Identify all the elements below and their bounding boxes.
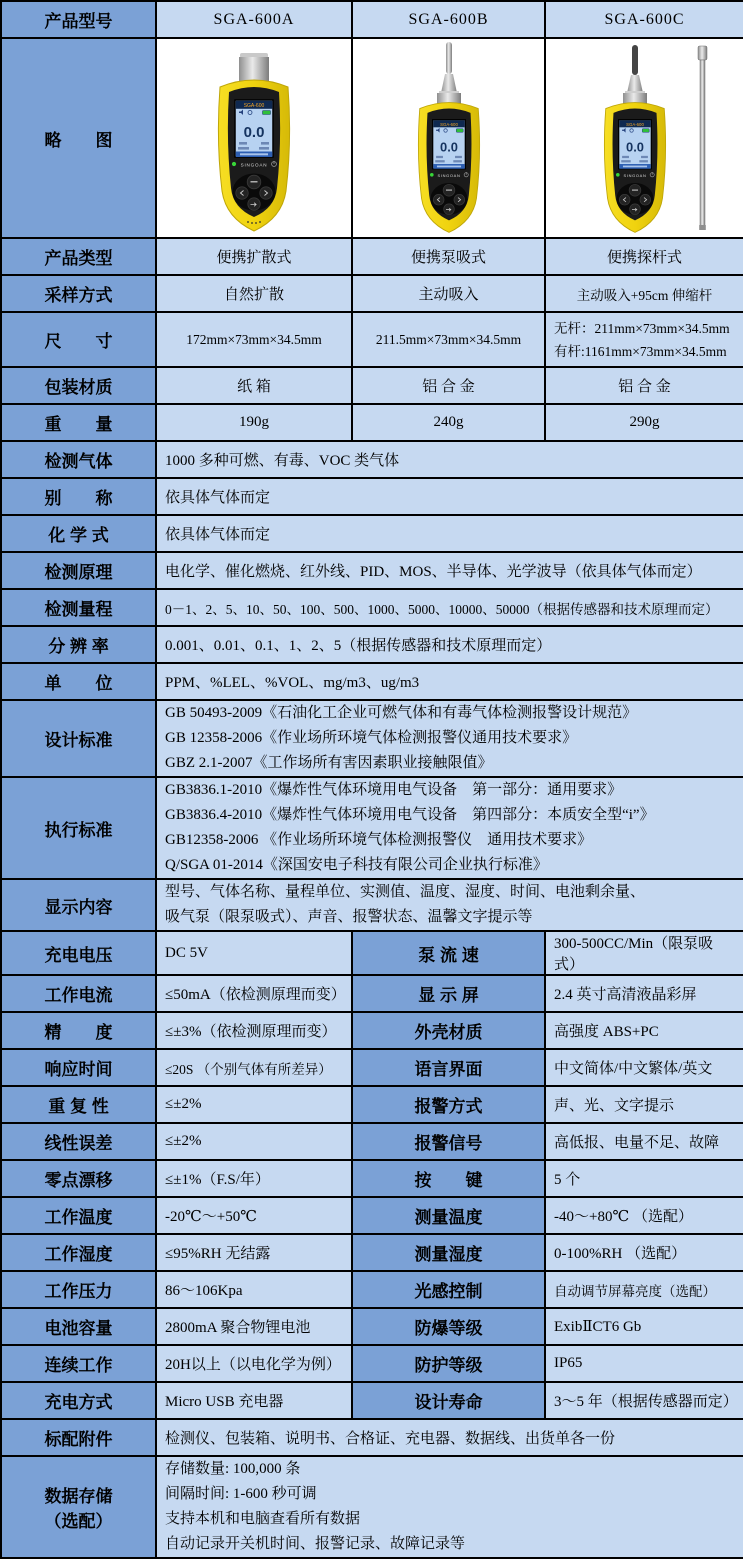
data-storage-value: 存储数量: 100,000 条 间隔时间: 1-600 秒可调 支持本机和电脑查看所有数据 自动记录开关机时间、报警记录、故障记录等	[156, 1456, 743, 1558]
label-response-time: 响应时间	[1, 1049, 156, 1086]
image-cell-sga-600a	[156, 38, 352, 238]
label-unit: 单 位	[1, 663, 156, 700]
row-working-temp	[1, 1197, 743, 1234]
label-product-type: 产品类型	[1, 238, 156, 275]
label-buttons: 按 键	[352, 1160, 545, 1197]
linearity-error-value: ≤±2%	[156, 1123, 352, 1160]
label-charge-mode: 充电方式	[1, 1382, 156, 1419]
label-working-temp: 工作温度	[1, 1197, 156, 1234]
sampling-sga-600a: 自然扩散	[156, 275, 352, 312]
label-packaging: 包装材质	[1, 367, 156, 404]
unit-value: PPM、%LEL、%VOL、mg/m3、ug/m3	[156, 663, 743, 700]
zero-drift-value: ≤±1%（F.S/年）	[156, 1160, 352, 1197]
pump-probe	[623, 45, 647, 109]
alarm-signal-value: 高低报、电量不足、故障	[545, 1123, 743, 1160]
row-working-current	[1, 975, 743, 1012]
device-photo-probe-rod-icon	[570, 41, 720, 235]
packaging-sga-600a: 纸 箱	[156, 367, 352, 404]
row-continuous-work	[1, 1345, 743, 1382]
device-screen	[618, 120, 651, 169]
weight-sga-600a: 190g	[156, 404, 352, 441]
svg-text:SGA-600: SGA-600	[439, 121, 458, 127]
device-photo-diffusion-icon	[179, 41, 329, 235]
row-sampling	[1, 275, 743, 312]
row-range	[1, 589, 743, 626]
row-battery	[1, 1308, 743, 1345]
label-alarm-mode: 报警方式	[352, 1086, 545, 1123]
button-cluster	[430, 183, 467, 215]
formula-value: 依具体气体而定	[156, 515, 743, 552]
label-accuracy: 精 度	[1, 1012, 156, 1049]
button-cluster	[233, 174, 276, 211]
device-screen	[235, 100, 273, 157]
working-current-value: ≤50mA（依检测原理而变）	[156, 975, 352, 1012]
range-value: 0－1、2、5、10、50、100、500、1000、5000、10000、50000（根据传感器和技术原理而定）	[156, 589, 743, 626]
row-formula	[1, 515, 743, 552]
principle-value: 电化学、催化燃烧、红外线、PID、MOS、半导体、光学波导（依具体气体而定）	[156, 552, 743, 589]
display-screen-value: 2.4 英寸高清液晶彩屏	[545, 975, 743, 1012]
sensor-cap	[239, 53, 269, 84]
row-size	[1, 312, 743, 367]
row-linearity-error	[1, 1123, 743, 1160]
model-sga-600c: SGA-600C	[545, 1, 743, 38]
row-display-content	[1, 879, 743, 931]
alarm-mode-value: 声、光、文字提示	[545, 1086, 743, 1123]
label-resolution: 分 辨 率	[1, 626, 156, 663]
label-light-control: 光感控制	[352, 1271, 545, 1308]
model-sga-600a: SGA-600A	[156, 1, 352, 38]
weight-sga-600b: 240g	[352, 404, 545, 441]
row-product-type	[1, 238, 743, 275]
battery-icon	[456, 129, 463, 132]
light-control-value: 自动调节屏幕亮度（选配）	[545, 1271, 743, 1308]
row-zero-drift	[1, 1160, 743, 1197]
label-alarm-signal: 报警信号	[352, 1123, 545, 1160]
row-accuracy	[1, 1012, 743, 1049]
label-exec-standard: 执行标准	[1, 777, 156, 879]
buttons-value: 5 个	[545, 1160, 743, 1197]
sampling-sga-600b: 主动吸入	[352, 275, 545, 312]
label-explosion-proof: 防爆等级	[352, 1308, 545, 1345]
label-working-current: 工作电流	[1, 975, 156, 1012]
row-working-pressure	[1, 1271, 743, 1308]
design-life-value: 3～5 年（根据传感器而定）	[545, 1382, 743, 1419]
row-charge-mode	[1, 1382, 743, 1419]
gas-reading: 0.0	[625, 139, 644, 155]
size-sga-600b: 211.5mm×73mm×34.5mm	[352, 312, 545, 367]
row-unit	[1, 663, 743, 700]
label-working-humidity: 工作湿度	[1, 1234, 156, 1271]
brand-text: SINGOAN	[623, 172, 646, 178]
display-content-value: 型号、气体名称、量程单位、实测值、温度、湿度、时间、电池剩余量、 吸气泵（限泵吸式）、声音、报警状态、温馨文字提示等	[156, 879, 743, 931]
shell-material-value: 高强度 ABS+PC	[545, 1012, 743, 1049]
label-protection-grade: 防护等级	[352, 1345, 545, 1382]
device-body	[604, 103, 665, 233]
gas-value: 1000 多种可燃、有毒、VOC 类气体	[156, 441, 743, 478]
label-measure-humidity: 测量湿度	[352, 1234, 545, 1271]
continuous-work-value: 20H以上（以电化学为例）	[156, 1345, 352, 1382]
working-temp-value: -20℃～+50℃	[156, 1197, 352, 1234]
status-led	[429, 173, 433, 177]
model-sga-600b: SGA-600B	[352, 1, 545, 38]
button-cluster	[616, 183, 653, 215]
label-data-storage: 数据存储 （选配）	[1, 1456, 156, 1558]
response-time-value: ≤20S （个别气体有所差异）	[156, 1049, 352, 1086]
row-design-standard	[1, 700, 743, 777]
gas-reading: 0.0	[439, 139, 458, 155]
status-led	[615, 173, 619, 177]
status-led	[232, 162, 236, 166]
device-screen	[432, 120, 465, 169]
size-sga-600c: 无杆：211mm×73mm×34.5mm 有杆:1161mm×73mm×34.5mm	[545, 312, 743, 367]
exec-standard-value: GB3836.1-2010《爆炸性气体环境用电气设备 第一部分：通用要求》 GB3836.4-2010《爆炸性气体环境用电气设备 第四部分：本质安全型“i”》 GB12358-2006 《作业场所环境气体检测报警仪 通用技术要求》 Q/SGA 01-2014《深国安电子科技有限公司企业执行标准》	[156, 777, 743, 879]
row-response-time	[1, 1049, 743, 1086]
label-sketch: 略 图	[1, 38, 156, 238]
label-weight: 重 量	[1, 404, 156, 441]
label-measure-temp: 测量温度	[352, 1197, 545, 1234]
device-body	[218, 80, 289, 231]
row-accessories	[1, 1419, 743, 1456]
accuracy-value: ≤±3%（依检测原理而变）	[156, 1012, 352, 1049]
battery-icon	[263, 111, 271, 115]
alias-value: 依具体气体而定	[156, 478, 743, 515]
sampling-sga-600c: 主动吸入+95cm 伸缩杆	[545, 275, 743, 312]
repeatability-value: ≤±2%	[156, 1086, 352, 1123]
label-working-pressure: 工作压力	[1, 1271, 156, 1308]
label-display-content: 显示内容	[1, 879, 156, 931]
telescopic-rod-icon	[698, 46, 707, 230]
battery-icon	[642, 129, 649, 132]
label-formula: 化 学 式	[1, 515, 156, 552]
label-pump-flow: 泵 流 速	[352, 931, 545, 975]
battery-value: 2800mA 聚合物锂电池	[156, 1308, 352, 1345]
row-resolution	[1, 626, 743, 663]
working-humidity-value: ≤95%RH 无结露	[156, 1234, 352, 1271]
type-sga-600c: 便携探杆式	[545, 238, 743, 275]
label-principle: 检测原理	[1, 552, 156, 589]
label-display-screen: 显 示 屏	[352, 975, 545, 1012]
row-exec-standard	[1, 777, 743, 879]
row-repeatability	[1, 1086, 743, 1123]
row-packaging	[1, 367, 743, 404]
accessories-value: 检测仪、包装箱、说明书、合格证、充电器、数据线、出货单各一份	[156, 1419, 743, 1456]
charge-voltage-value: DC 5V	[156, 931, 352, 975]
explosion-proof-value: ExibⅡCT6 Gb	[545, 1308, 743, 1345]
label-sampling: 采样方式	[1, 275, 156, 312]
row-gas	[1, 441, 743, 478]
measure-humidity-value: 0-100%RH （选配）	[545, 1234, 743, 1271]
design-standard-value: GB 50493-2009《石油化工企业可燃气体和有毒气体检测报警设计规范》 GB 12358-2006《作业场所环境气体检测报警仪通用技术要求》 GBZ 2.1-2007《工作场所有害因素职业接触限值》	[156, 700, 743, 777]
charge-mode-value: Micro USB 充电器	[156, 1382, 352, 1419]
brand-text: SINGOAN	[240, 162, 268, 168]
label-range: 检测量程	[1, 589, 156, 626]
measure-temp-value: -40～+80℃ （选配）	[545, 1197, 743, 1234]
size-sga-600a: 172mm×73mm×34.5mm	[156, 312, 352, 367]
label-shell-material: 外壳材质	[352, 1012, 545, 1049]
label-continuous-work: 连续工作	[1, 1345, 156, 1382]
label-design-life: 设计寿命	[352, 1382, 545, 1419]
protection-grade-value: IP65	[545, 1345, 743, 1382]
label-zero-drift: 零点漂移	[1, 1160, 156, 1197]
packaging-sga-600b: 铝 合 金	[352, 367, 545, 404]
brand-text: SINGOAN	[437, 172, 460, 178]
label-linearity-error: 线性误差	[1, 1123, 156, 1160]
svg-text:SGA-600: SGA-600	[243, 103, 265, 109]
label-alias: 别 称	[1, 478, 156, 515]
row-alias	[1, 478, 743, 515]
image-cell-sga-600b	[352, 38, 545, 238]
row-product-model	[1, 1, 743, 38]
resolution-value: 0.001、0.01、0.1、1、2、5（根据传感器和技术原理而定）	[156, 626, 743, 663]
row-charge-voltage	[1, 931, 743, 975]
label-design-standard: 设计标准	[1, 700, 156, 777]
label-language: 语言界面	[352, 1049, 545, 1086]
type-sga-600b: 便携泵吸式	[352, 238, 545, 275]
row-working-humidity	[1, 1234, 743, 1271]
pump-flow-value: 300-500CC/Min（限泵吸式）	[545, 931, 743, 975]
row-data-storage	[1, 1456, 743, 1558]
type-sga-600a: 便携扩散式	[156, 238, 352, 275]
label-battery: 电池容量	[1, 1308, 156, 1345]
label-charge-voltage: 充电电压	[1, 931, 156, 975]
label-product-model: 产品型号	[1, 1, 156, 38]
gas-reading: 0.0	[243, 124, 265, 141]
label-size: 尺 寸	[1, 312, 156, 367]
device-photo-pump-icon	[374, 41, 524, 235]
label-accessories: 标配附件	[1, 1419, 156, 1456]
language-value: 中文简体/中文繁体/英文	[545, 1049, 743, 1086]
row-sketch	[1, 38, 743, 238]
working-pressure-value: 86～106Kpa	[156, 1271, 352, 1308]
weight-sga-600c: 290g	[545, 404, 743, 441]
label-repeatability: 重 复 性	[1, 1086, 156, 1123]
image-cell-sga-600c	[545, 38, 743, 238]
device-body	[418, 103, 479, 233]
label-gas: 检测气体	[1, 441, 156, 478]
pump-probe	[437, 42, 461, 109]
row-principle	[1, 552, 743, 589]
packaging-sga-600c: 铝 合 金	[545, 367, 743, 404]
svg-text:SGA-600: SGA-600	[625, 121, 644, 127]
row-weight	[1, 404, 743, 441]
